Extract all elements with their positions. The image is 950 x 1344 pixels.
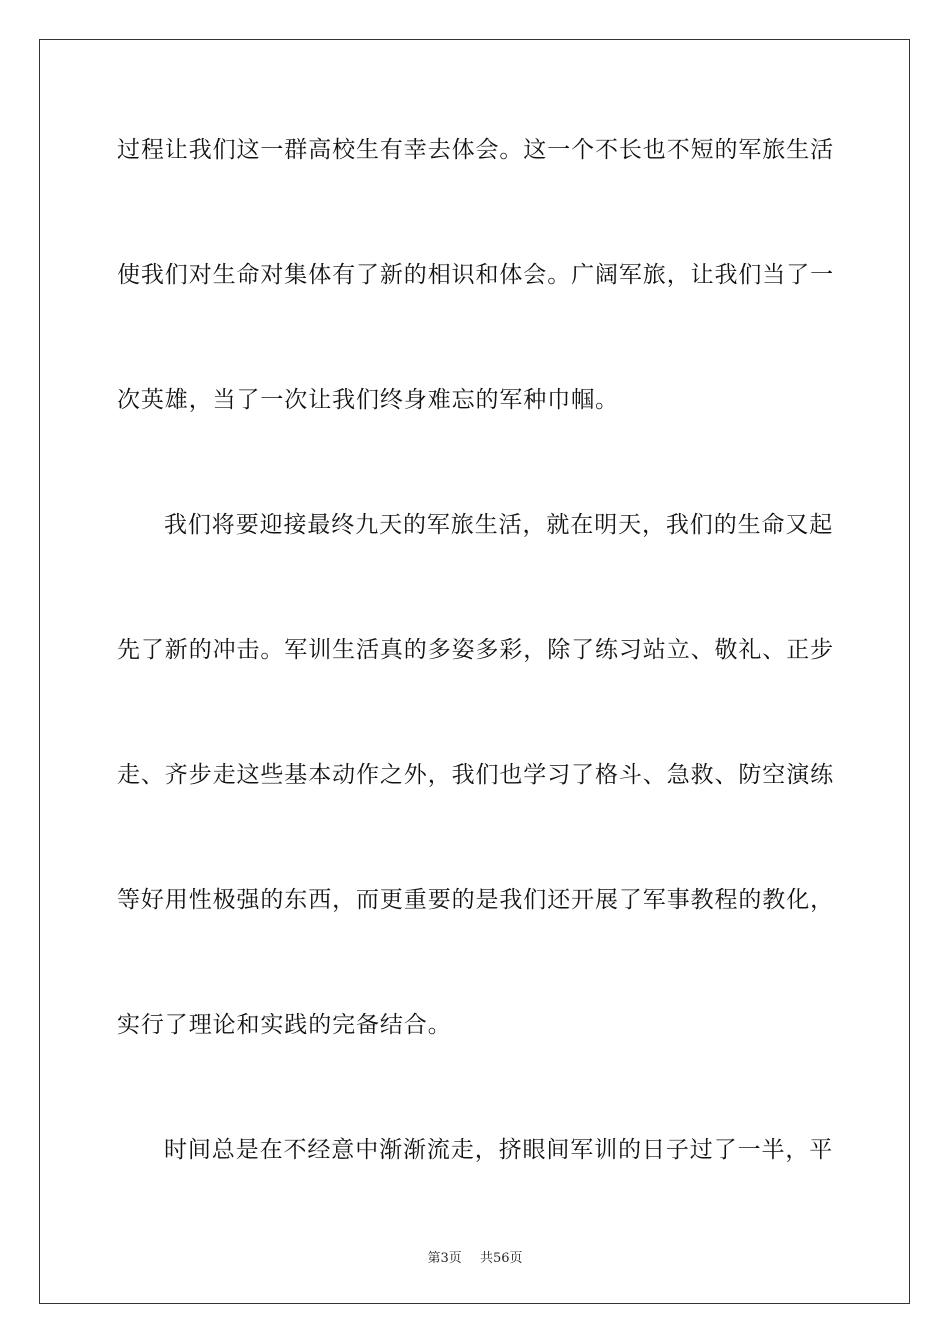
paragraph-start-line-4: 我们将要迎接最终九天的军旅生活，就在明天，我们的生命又起 bbox=[164, 512, 834, 538]
total-pages: 共56页 bbox=[479, 1251, 523, 1266]
paragraph-start-line-9: 时间总是在不经意中渐渐流走，挤眼间军训的日子过了一半，平 bbox=[164, 1137, 834, 1163]
text-line-3: 次英雄，当了一次让我们终身难忘的军种巾帼。 bbox=[117, 387, 619, 413]
page-number: 第3页 bbox=[427, 1251, 462, 1266]
text-line-2: 使我们对生命对集体有了新的相识和体会。广阔军旅，让我们当了一 bbox=[117, 262, 834, 288]
text-line-8: 实行了理论和实践的完备结合。 bbox=[117, 1012, 452, 1038]
text-line-5: 先了新的冲击。军训生活真的多姿多彩，除了练习站立、敬礼、正步 bbox=[117, 637, 834, 663]
page-footer bbox=[0, 1247, 950, 1266]
text-line-7: 等好用性极强的东西，而更重要的是我们还开展了军事教程的教化， bbox=[117, 887, 834, 913]
page-border bbox=[39, 39, 910, 1304]
text-line-1: 过程让我们这一群高校生有幸去体会。这一个不长也不短的军旅生活 bbox=[117, 137, 834, 163]
text-line-6: 走、齐步走这些基本动作之外，我们也学习了格斗、急救、防空演练 bbox=[117, 762, 834, 788]
